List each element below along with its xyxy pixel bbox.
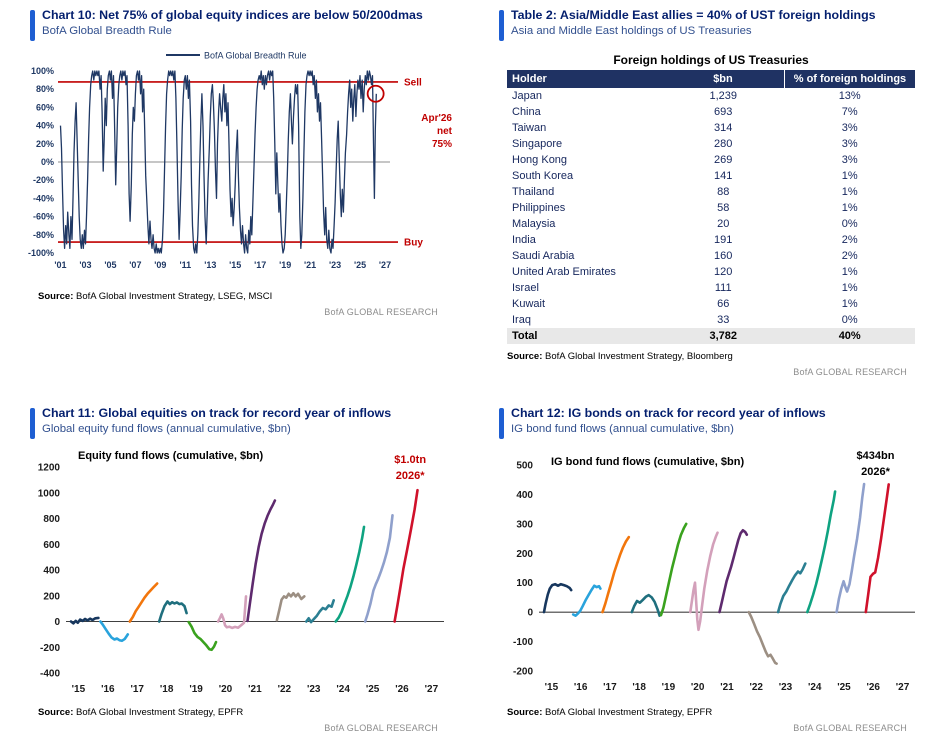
holder-cell: Iraq xyxy=(512,314,531,326)
holder-cell: Japan xyxy=(512,90,542,102)
svg-text:-40%: -40% xyxy=(32,193,54,204)
series-2016 xyxy=(100,622,127,641)
svg-text:-200: -200 xyxy=(39,642,60,654)
svg-text:'01: '01 xyxy=(54,260,67,270)
svg-text:'15: '15 xyxy=(229,260,242,270)
pct-cell: 1% xyxy=(841,186,858,198)
svg-text:1200: 1200 xyxy=(37,462,60,474)
svg-text:'21: '21 xyxy=(248,684,262,695)
ust-table-head xyxy=(507,70,915,88)
header-row xyxy=(507,70,915,88)
title-accent-bar xyxy=(30,408,35,439)
title-accent-bar xyxy=(499,10,504,41)
holder-cell: Saudi Arabia xyxy=(512,250,575,262)
svg-text:'27: '27 xyxy=(378,260,392,270)
chart10-research-tag: BofA GLOBAL RESEARCH xyxy=(324,307,438,317)
table2-header xyxy=(499,8,937,41)
panel-chart11 xyxy=(0,398,468,747)
ust-table-wrap xyxy=(507,53,915,344)
chart12-subtitle: IG bond fund flows (annual cumulative, $bn) xyxy=(511,422,734,435)
bn-cell: 269 xyxy=(714,154,733,166)
pct-cell: 1% xyxy=(841,266,858,278)
pct-cell: 3% xyxy=(841,138,858,150)
svg-text:-400: -400 xyxy=(39,668,60,680)
series-2022 xyxy=(277,593,304,620)
chart11-research-tag: BofA GLOBAL RESEARCH xyxy=(324,723,438,733)
pct-cell: 1% xyxy=(841,170,858,182)
bn-cell: 88 xyxy=(717,186,730,198)
svg-text:'03: '03 xyxy=(79,260,92,270)
series-2023 xyxy=(306,600,333,622)
svg-text:80%: 80% xyxy=(35,84,54,95)
annotation-line: $1.0tn xyxy=(394,454,427,466)
table2-title-block xyxy=(511,8,876,41)
svg-text:'23: '23 xyxy=(306,684,321,695)
title-accent-bar xyxy=(30,10,35,41)
svg-text:'18: '18 xyxy=(632,682,646,693)
svg-text:600: 600 xyxy=(43,539,60,551)
series-2017 xyxy=(130,584,157,622)
holder-cell: Kuwait xyxy=(512,298,546,310)
inner-chart-title: IG bond fund flows (cumulative, $bn) xyxy=(551,456,745,468)
svg-text:1000: 1000 xyxy=(37,488,60,500)
holder-cell: Hong Kong xyxy=(512,154,568,166)
series-2026 xyxy=(866,484,889,612)
svg-text:40%: 40% xyxy=(35,120,54,131)
ust-table-body xyxy=(507,88,915,328)
svg-text:'17: '17 xyxy=(603,682,617,693)
col-bn: $bn xyxy=(662,70,784,88)
svg-text:'23: '23 xyxy=(329,260,342,270)
source-label: Source: xyxy=(507,707,543,718)
table-row xyxy=(507,232,915,248)
legend-label: BofA Global Breadth Rule xyxy=(204,50,307,61)
chart11-title-block xyxy=(42,406,391,439)
annotation-line: 75% xyxy=(431,138,452,150)
chart10-source xyxy=(38,291,468,302)
table-row xyxy=(507,312,915,328)
chart12-plot xyxy=(513,450,915,693)
svg-text:400: 400 xyxy=(516,489,533,501)
svg-text:'19: '19 xyxy=(279,260,292,270)
pct-cell: 7% xyxy=(841,106,858,118)
holder-cell: Philippines xyxy=(512,202,566,214)
svg-text:-60%: -60% xyxy=(32,211,54,222)
chart12-header xyxy=(499,406,937,439)
annotation-line: $434bn xyxy=(856,450,895,462)
holder-cell: China xyxy=(512,106,541,118)
table2-source xyxy=(507,351,937,362)
table-row xyxy=(507,168,915,184)
svg-text:'19: '19 xyxy=(189,684,203,695)
annotation-line: 2026* xyxy=(861,466,890,478)
table-row xyxy=(507,264,915,280)
holder-cell: Thailand xyxy=(512,186,555,198)
threshold-label: Sell xyxy=(404,77,422,89)
svg-text:'17: '17 xyxy=(254,260,267,270)
chart11-source xyxy=(38,707,468,718)
source-text: BofA Global Investment Strategy, Bloomberg xyxy=(542,351,733,362)
table-row xyxy=(507,280,915,296)
svg-text:'23: '23 xyxy=(778,682,793,693)
series-2020 xyxy=(690,533,717,630)
pct-cell: 2% xyxy=(841,250,858,262)
chart11-plot xyxy=(38,450,444,695)
holder-cell: Taiwan xyxy=(512,122,547,134)
chart10-subtitle: BofA Global Breadth Rule xyxy=(42,24,172,37)
pct-cell: 2% xyxy=(841,234,858,246)
table-row xyxy=(507,296,915,312)
svg-text:'26: '26 xyxy=(395,684,409,695)
series-2024 xyxy=(807,492,835,613)
svg-text:'24: '24 xyxy=(336,684,350,695)
series-2019 xyxy=(189,622,216,650)
svg-text:'18: '18 xyxy=(159,684,174,695)
series-2021 xyxy=(248,501,275,621)
bn-cell: 280 xyxy=(714,138,733,150)
svg-text:-100: -100 xyxy=(512,637,533,649)
breadth-rule-chart xyxy=(18,47,458,285)
svg-text:'09: '09 xyxy=(154,260,167,270)
svg-text:'24: '24 xyxy=(807,682,822,693)
svg-text:'20: '20 xyxy=(690,682,705,693)
pct-cell: 3% xyxy=(841,122,858,134)
ig-bond-flows-chart xyxy=(491,445,931,703)
svg-text:'21: '21 xyxy=(720,682,734,693)
panel-chart12 xyxy=(469,398,937,747)
bn-cell: 191 xyxy=(714,234,733,246)
svg-text:-20%: -20% xyxy=(32,175,54,186)
series-2020 xyxy=(218,596,246,628)
svg-text:'25: '25 xyxy=(353,260,367,270)
series-2021 xyxy=(720,530,747,612)
chart10-title: Chart 10: Net 75% of global equity indices are below 50/200dmas xyxy=(42,8,423,22)
equity-flows-chart xyxy=(16,445,461,703)
holder-cell: Malaysia xyxy=(512,218,556,230)
series-2022 xyxy=(749,612,777,664)
series-2024 xyxy=(336,527,364,622)
series-2018 xyxy=(159,602,186,622)
table-row xyxy=(507,184,915,200)
threshold-label: Buy xyxy=(404,237,423,249)
bn-cell: 111 xyxy=(714,282,732,294)
svg-text:'15: '15 xyxy=(544,682,559,693)
svg-text:'13: '13 xyxy=(204,260,217,270)
svg-text:0: 0 xyxy=(527,607,533,619)
pct-cell: 3% xyxy=(841,154,858,166)
svg-text:300: 300 xyxy=(516,519,533,531)
holder-cell: South Korea xyxy=(512,170,574,182)
inner-chart-title: Equity fund flows (cumulative, $bn) xyxy=(78,450,264,462)
source-text: BofA Global Investment Strategy, EPFR xyxy=(73,707,244,718)
chart12-research-tag: BofA GLOBAL RESEARCH xyxy=(793,723,907,733)
table-row xyxy=(507,88,915,104)
svg-text:200: 200 xyxy=(516,548,533,560)
total-bn: 3,782 xyxy=(662,328,784,344)
svg-text:'16: '16 xyxy=(101,684,115,695)
col-pct: % of foreign holdings xyxy=(784,70,915,88)
svg-text:'05: '05 xyxy=(104,260,117,270)
table-row xyxy=(507,248,915,264)
holder-cell: Israel xyxy=(512,282,539,294)
svg-text:'15: '15 xyxy=(71,684,86,695)
bn-cell: 120 xyxy=(714,266,733,278)
pct-cell: 13% xyxy=(838,90,861,102)
chart10-header xyxy=(30,8,468,41)
series-2026 xyxy=(395,490,418,621)
series-2025 xyxy=(837,484,865,612)
pct-cell: 0% xyxy=(841,218,858,230)
bn-cell: 58 xyxy=(717,202,730,214)
table-row xyxy=(507,136,915,152)
bn-cell: 1,239 xyxy=(709,90,737,102)
table-row xyxy=(507,120,915,136)
source-text: BofA Global Investment Strategy, LSEG, MSCI xyxy=(73,291,273,302)
svg-text:'20: '20 xyxy=(218,684,233,695)
source-label: Source: xyxy=(38,707,74,718)
series-2023 xyxy=(778,564,805,613)
ust-table-foot xyxy=(507,328,915,344)
panel-table2 xyxy=(469,0,937,395)
svg-text:'07: '07 xyxy=(129,260,142,270)
chart12-title: Chart 12: IG bonds on track for record year of inflows xyxy=(511,406,826,420)
table-row xyxy=(507,216,915,232)
svg-text:'11: '11 xyxy=(179,260,192,270)
svg-text:400: 400 xyxy=(43,565,60,577)
holder-cell: India xyxy=(512,234,536,246)
chart11-subtitle: Global equity fund flows (annual cumulative, $bn) xyxy=(42,422,291,435)
series-2017 xyxy=(603,537,629,612)
series-2019 xyxy=(661,524,686,615)
annotation-line: 2026* xyxy=(395,470,425,482)
bn-cell: 20 xyxy=(717,218,730,230)
table-row xyxy=(507,152,915,168)
annotation-line: net xyxy=(437,125,452,137)
series-2016 xyxy=(573,586,600,616)
total-row xyxy=(507,328,915,344)
series-2025 xyxy=(365,515,392,621)
total-label: Total xyxy=(507,328,662,344)
ust-holdings-table xyxy=(507,70,915,344)
svg-text:'27: '27 xyxy=(895,682,910,693)
bn-cell: 66 xyxy=(717,298,730,310)
col-holder: Holder xyxy=(507,70,662,88)
svg-text:'16: '16 xyxy=(573,682,588,693)
table2-subtitle: Asia and Middle East holdings of US Treasuries xyxy=(511,24,752,37)
pct-cell: 0% xyxy=(841,314,858,326)
chart12-source xyxy=(507,707,937,718)
svg-text:-100%: -100% xyxy=(27,248,54,258)
svg-text:'22: '22 xyxy=(749,682,763,693)
series-2015 xyxy=(544,584,571,612)
source-label: Source: xyxy=(507,351,543,362)
bn-cell: 693 xyxy=(714,106,733,118)
svg-text:'25: '25 xyxy=(365,684,380,695)
svg-text:'19: '19 xyxy=(661,682,676,693)
svg-text:0%: 0% xyxy=(40,157,54,167)
bn-cell: 141 xyxy=(714,170,733,182)
title-accent-bar xyxy=(499,408,504,439)
breadth-plot xyxy=(28,51,453,271)
table2-research-tag: BofA GLOBAL RESEARCH xyxy=(793,367,907,377)
chart11-header xyxy=(30,406,468,439)
pct-cell: 1% xyxy=(841,202,858,214)
pct-cell: 1% xyxy=(841,282,858,294)
svg-text:60%: 60% xyxy=(35,102,54,113)
holder-cell: Singapore xyxy=(512,138,563,150)
total-pct: 40% xyxy=(784,328,915,344)
svg-text:-80%: -80% xyxy=(32,229,54,240)
svg-text:100: 100 xyxy=(516,578,533,590)
panel-chart10 xyxy=(0,0,468,395)
table2-title: Table 2: Asia/Middle East allies = 40% of UST foreign holdings xyxy=(511,8,876,22)
svg-text:800: 800 xyxy=(43,514,60,525)
svg-text:'26: '26 xyxy=(866,682,881,693)
svg-text:100%: 100% xyxy=(30,66,54,76)
pct-cell: 1% xyxy=(841,298,858,310)
svg-text:200: 200 xyxy=(43,591,60,603)
ust-table-caption: Foreign holdings of US Treasuries xyxy=(613,53,809,67)
annotation-line: Apr'26 xyxy=(421,112,452,124)
svg-text:500: 500 xyxy=(516,460,533,472)
chart10-title-block xyxy=(42,8,423,41)
svg-text:'17: '17 xyxy=(130,684,145,695)
svg-text:-200: -200 xyxy=(512,666,533,678)
svg-text:'25: '25 xyxy=(837,682,851,693)
source-label: Source: xyxy=(38,291,74,302)
source-text: BofA Global Investment Strategy, EPFR xyxy=(542,707,713,718)
chart12-title-block xyxy=(511,406,826,439)
bn-cell: 314 xyxy=(714,122,733,134)
svg-text:'22: '22 xyxy=(277,684,292,695)
holder-cell: United Arab Emirates xyxy=(512,266,616,278)
bn-cell: 160 xyxy=(714,250,733,262)
svg-text:'21: '21 xyxy=(304,260,317,270)
table-row xyxy=(507,104,915,120)
bn-cell: 33 xyxy=(717,314,730,326)
svg-text:0: 0 xyxy=(54,617,60,628)
svg-text:'27: '27 xyxy=(424,684,439,695)
chart11-title: Chart 11: Global equities on track for record year of inflows xyxy=(42,406,392,420)
series-2015 xyxy=(71,618,98,624)
svg-text:20%: 20% xyxy=(35,138,54,149)
table-row xyxy=(507,200,915,216)
